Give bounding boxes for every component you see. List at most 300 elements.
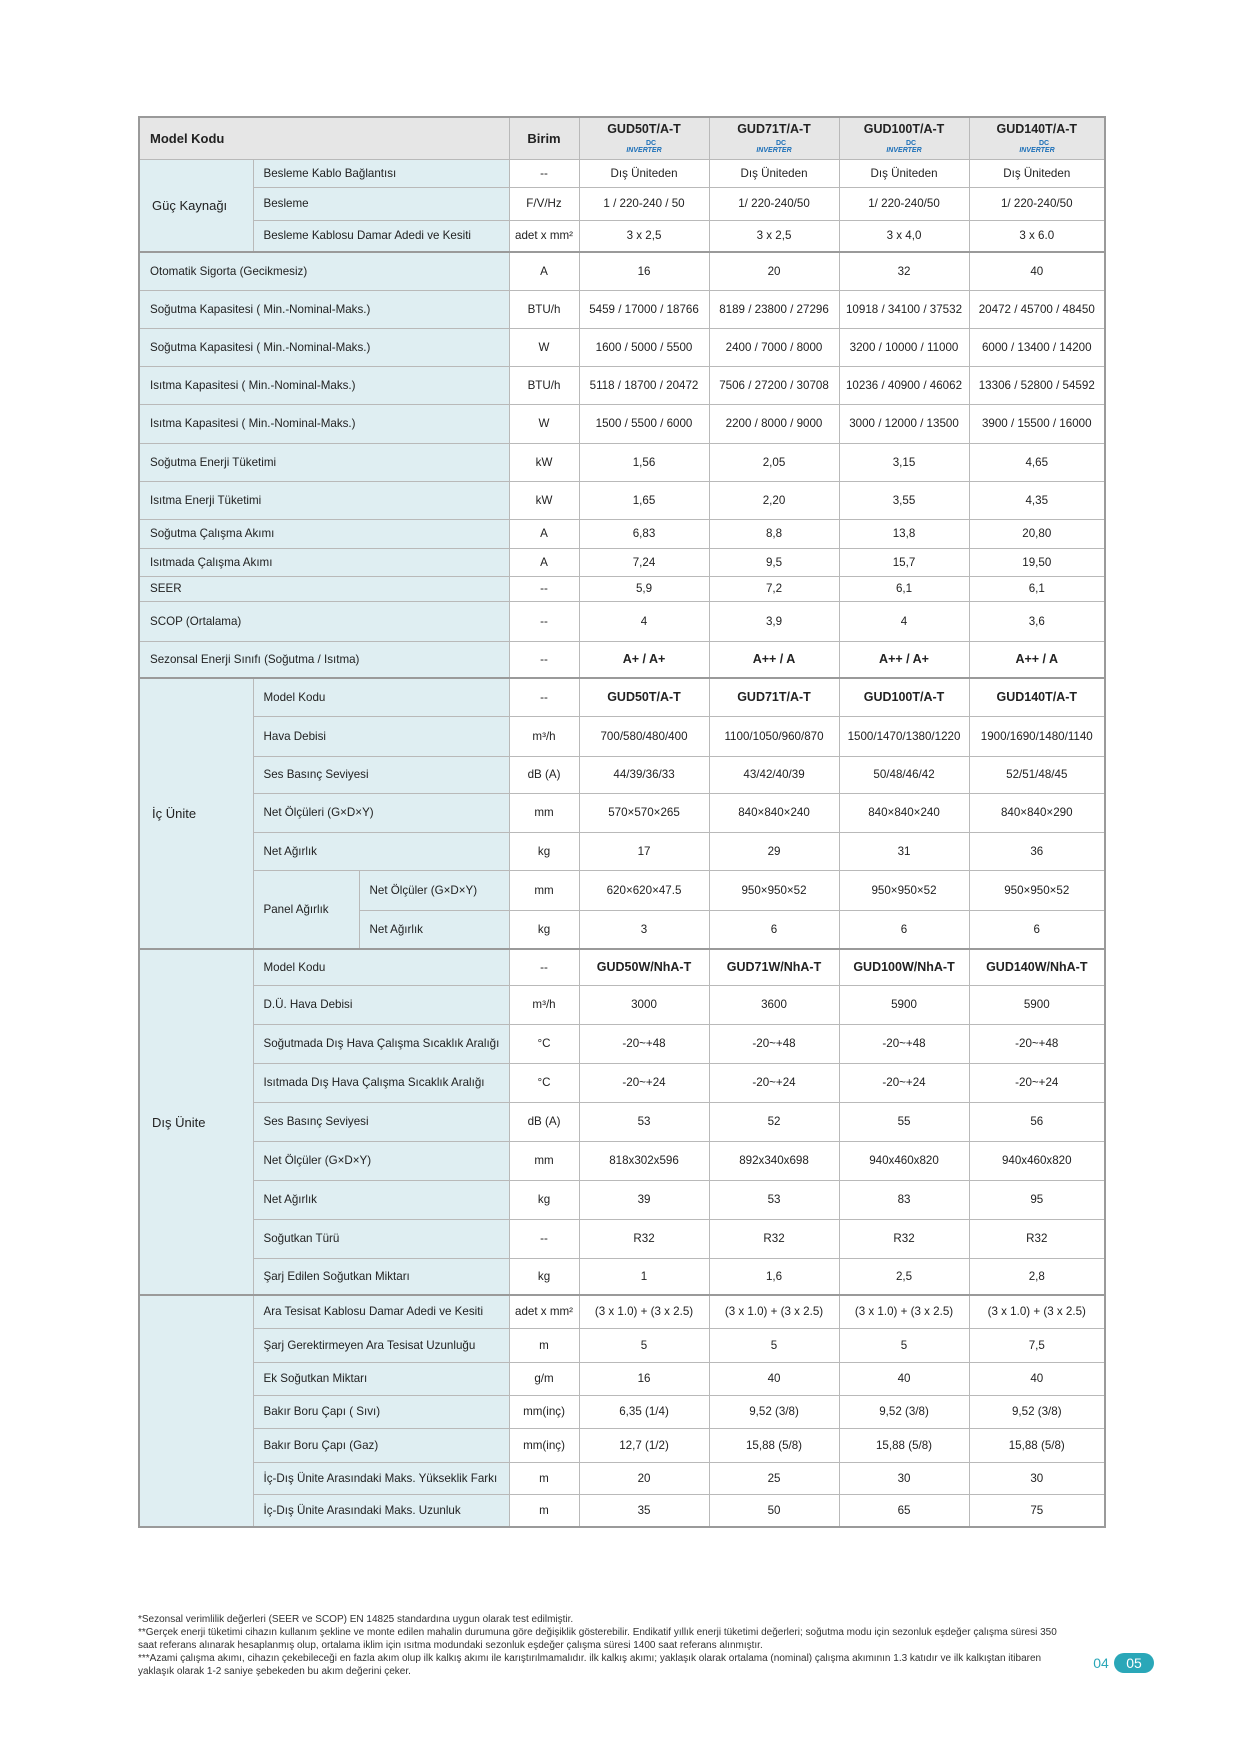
row-label: Net Ölçüler (G×D×Y)	[359, 870, 509, 910]
unit-cell: mm	[509, 1141, 579, 1180]
value-cell: Dış Üniteden	[579, 159, 709, 187]
value-cell: 16	[579, 252, 709, 290]
value-cell: 65	[839, 1494, 969, 1527]
row-label: Soğutma Enerji Tüketimi	[139, 443, 509, 481]
table-row	[139, 641, 1105, 678]
value-cell: 1,56	[579, 443, 709, 481]
unit-cell: m	[509, 1494, 579, 1527]
value-cell: 7,5	[969, 1328, 1105, 1362]
value-cell: 5459 / 17000 / 18766	[579, 290, 709, 328]
row-label: Bakır Boru Çapı (Gaz)	[253, 1428, 509, 1462]
value-cell: 1600 / 5000 / 5500	[579, 328, 709, 366]
value-cell: 2,8	[969, 1258, 1105, 1295]
value-cell: GUD50W/NhA-T	[579, 949, 709, 985]
unit-cell: F/V/Hz	[509, 187, 579, 220]
row-label: Net Ölçüler (G×D×Y)	[253, 1141, 509, 1180]
value-cell: 8,8	[709, 519, 839, 548]
table-row	[139, 1024, 1105, 1063]
value-cell: 40	[839, 1362, 969, 1395]
value-cell: GUD50T/A-T	[579, 678, 709, 716]
value-cell: GUD71W/NhA-T	[709, 949, 839, 985]
row-label: Isıtmada Çalışma Akımı	[139, 548, 509, 576]
value-cell: 1900/1690/1480/1140	[969, 716, 1105, 756]
value-cell: 3	[579, 910, 709, 949]
row-label: Hava Debisi	[253, 716, 509, 756]
unit-cell: --	[509, 678, 579, 716]
value-cell: 10918 / 34100 / 37532	[839, 290, 969, 328]
row-label: Soğutma Çalışma Akımı	[139, 519, 509, 548]
row-label: Bakır Boru Çapı ( Sıvı)	[253, 1395, 509, 1428]
spec-table	[138, 116, 1106, 1528]
row-label: Isıtma Enerji Tüketimi	[139, 481, 509, 519]
value-cell: (3 x 1.0) + (3 x 2.5)	[709, 1295, 839, 1328]
table-row	[139, 519, 1105, 548]
value-cell: 620×620×47.5	[579, 870, 709, 910]
dc-inverter-badge-icon	[1015, 138, 1059, 154]
value-cell: 2,5	[839, 1258, 969, 1295]
value-cell: Dış Üniteden	[709, 159, 839, 187]
value-cell: 892x340x698	[709, 1141, 839, 1180]
unit-cell: adet x mm²	[509, 220, 579, 252]
table-row	[139, 443, 1105, 481]
table-row	[139, 366, 1105, 404]
value-cell: 7,24	[579, 548, 709, 576]
value-cell: 10236 / 40900 / 46062	[839, 366, 969, 404]
value-cell: 25	[709, 1462, 839, 1494]
value-cell: 95	[969, 1180, 1105, 1219]
value-cell: 5118 / 18700 / 20472	[579, 366, 709, 404]
value-cell: -20~+24	[839, 1063, 969, 1102]
value-cell: 3 x 2,5	[709, 220, 839, 252]
unit-cell: kg	[509, 832, 579, 870]
value-cell: 840×840×240	[839, 793, 969, 832]
footnote: *Sezonsal verimlilik değerleri (SEER ve SCOP) EN 14825 standardına uygun olarak test edilmiştir.	[138, 1614, 574, 1625]
table-row	[139, 756, 1105, 793]
value-cell: 20	[579, 1462, 709, 1494]
model-name: GUD50T/A-T	[607, 122, 681, 137]
unit-cell: dB (A)	[509, 756, 579, 793]
table-row	[139, 1462, 1105, 1494]
value-cell: 7,2	[709, 576, 839, 601]
value-cell: 6000 / 13400 / 14200	[969, 328, 1105, 366]
page-numbers	[1088, 1653, 1154, 1673]
unit-cell: --	[509, 641, 579, 678]
table-row	[139, 832, 1105, 870]
value-cell: 950×950×52	[709, 870, 839, 910]
value-cell: 75	[969, 1494, 1105, 1527]
table-row	[139, 187, 1105, 220]
unit-cell: mm	[509, 793, 579, 832]
value-cell: GUD100W/NhA-T	[839, 949, 969, 985]
value-cell: 43/42/40/39	[709, 756, 839, 793]
value-cell: 30	[839, 1462, 969, 1494]
badge-dc-text: DC	[1038, 140, 1049, 148]
value-cell: 5900	[839, 985, 969, 1024]
value-cell: 30	[969, 1462, 1105, 1494]
unit-cell: A	[509, 252, 579, 290]
value-cell: 50	[709, 1494, 839, 1527]
model-header-cell	[839, 117, 969, 159]
group-label-power: Güç Kaynağı	[139, 159, 253, 252]
value-cell: 1,6	[709, 1258, 839, 1295]
row-label: Şarj Edilen Soğutkan Miktarı	[253, 1258, 509, 1295]
panel-weight-label: Panel Ağırlık	[253, 870, 359, 949]
value-cell: -20~+48	[839, 1024, 969, 1063]
value-cell: 1/ 220-240/50	[709, 187, 839, 220]
row-label: Ara Tesisat Kablosu Damar Adedi ve Kesiti	[253, 1295, 509, 1328]
value-cell: 950×950×52	[969, 870, 1105, 910]
value-cell: 9,52 (3/8)	[839, 1395, 969, 1428]
row-label: Model Kodu	[253, 949, 509, 985]
row-label: Ses Basınç Seviyesi	[253, 1102, 509, 1141]
value-cell: 2400 / 7000 / 8000	[709, 328, 839, 366]
row-label: Isıtma Kapasitesi ( Min.-Nominal-Maks.)	[139, 404, 509, 443]
unit-cell: kg	[509, 1258, 579, 1295]
row-label: Soğutkan Türü	[253, 1219, 509, 1258]
value-cell: 9,52 (3/8)	[969, 1395, 1105, 1428]
value-cell: 40	[969, 1362, 1105, 1395]
value-cell: 13306 / 52800 / 54592	[969, 366, 1105, 404]
table-row	[139, 1494, 1105, 1527]
table-row	[139, 548, 1105, 576]
badge-dc-text: DC	[906, 140, 917, 148]
badge-inverter-text: INVERTER	[756, 147, 792, 155]
value-cell: A++ / A	[709, 641, 839, 678]
page-number-right: 05	[1114, 1653, 1154, 1673]
table-row	[139, 290, 1105, 328]
value-cell: -20~+24	[709, 1063, 839, 1102]
table-row	[139, 793, 1105, 832]
value-cell: 3 x 6.0	[969, 220, 1105, 252]
value-cell: 20472 / 45700 / 48450	[969, 290, 1105, 328]
value-cell: 39	[579, 1180, 709, 1219]
value-cell: 840×840×240	[709, 793, 839, 832]
unit-cell: BTU/h	[509, 290, 579, 328]
value-cell: (3 x 1.0) + (3 x 2.5)	[969, 1295, 1105, 1328]
footnotes	[138, 1613, 1078, 1678]
value-cell: 3000 / 12000 / 13500	[839, 404, 969, 443]
table-row	[139, 985, 1105, 1024]
unit-header: Birim	[509, 117, 579, 159]
group-label-indoor: İç Ünite	[139, 678, 253, 949]
value-cell: 1	[579, 1258, 709, 1295]
row-label: Net Ölçüleri (G×D×Y)	[253, 793, 509, 832]
row-label: Isıtma Kapasitesi ( Min.-Nominal-Maks.)	[139, 366, 509, 404]
unit-cell: --	[509, 949, 579, 985]
table-row	[139, 1295, 1105, 1328]
unit-cell: m	[509, 1328, 579, 1362]
value-cell: (3 x 1.0) + (3 x 2.5)	[579, 1295, 709, 1328]
value-cell: A++ / A+	[839, 641, 969, 678]
value-cell: 19,50	[969, 548, 1105, 576]
value-cell: 13,8	[839, 519, 969, 548]
unit-cell: m³/h	[509, 985, 579, 1024]
row-label: Besleme	[253, 187, 509, 220]
unit-cell: A	[509, 548, 579, 576]
row-label: SEER	[139, 576, 509, 601]
table-row	[139, 949, 1105, 985]
value-cell: R32	[969, 1219, 1105, 1258]
value-cell: 940x460x820	[839, 1141, 969, 1180]
table-row	[139, 1141, 1105, 1180]
model-name: GUD100T/A-T	[863, 122, 945, 137]
row-label: D.Ü. Hava Debisi	[253, 985, 509, 1024]
dc-inverter-badge-icon	[752, 138, 796, 154]
value-cell: R32	[839, 1219, 969, 1258]
value-cell: 15,88 (5/8)	[969, 1428, 1105, 1462]
row-label: Besleme Kablosu Damar Adedi ve Kesiti	[253, 220, 509, 252]
value-cell: 3600	[709, 985, 839, 1024]
unit-cell: kg	[509, 1180, 579, 1219]
unit-cell: °C	[509, 1063, 579, 1102]
value-cell: 20,80	[969, 519, 1105, 548]
value-cell: 55	[839, 1102, 969, 1141]
model-name: GUD140T/A-T	[996, 122, 1078, 137]
value-cell: 44/39/36/33	[579, 756, 709, 793]
value-cell: 31	[839, 832, 969, 870]
badge-inverter-text: INVERTER	[886, 147, 922, 155]
value-cell: 3,55	[839, 481, 969, 519]
row-label: Soğutma Kapasitesi ( Min.-Nominal-Maks.)	[139, 328, 509, 366]
row-label: Net Ağırlık	[253, 1180, 509, 1219]
unit-cell: kW	[509, 481, 579, 519]
unit-cell: W	[509, 328, 579, 366]
value-cell: 818x302x596	[579, 1141, 709, 1180]
value-cell: 570×570×265	[579, 793, 709, 832]
value-cell: 3200 / 10000 / 11000	[839, 328, 969, 366]
unit-cell: m³/h	[509, 716, 579, 756]
row-label: İç-Dış Ünite Arasındaki Maks. Yükseklik Farkı	[253, 1462, 509, 1494]
unit-cell: W	[509, 404, 579, 443]
table-row	[139, 159, 1105, 187]
table-row	[139, 870, 1105, 910]
value-cell: 52/51/48/45	[969, 756, 1105, 793]
value-cell: 1,65	[579, 481, 709, 519]
row-label: Sezonsal Enerji Sınıfı (Soğutma / Isıtma)	[139, 641, 509, 678]
unit-cell: --	[509, 576, 579, 601]
value-cell: 2,20	[709, 481, 839, 519]
table-row	[139, 481, 1105, 519]
unit-cell: adet x mm²	[509, 1295, 579, 1328]
row-label: Otomatik Sigorta (Gecikmesiz)	[139, 252, 509, 290]
model-header-cell	[709, 117, 839, 159]
badge-inverter-text: INVERTER	[1019, 147, 1055, 155]
value-cell: 1500 / 5500 / 6000	[579, 404, 709, 443]
table-row	[139, 328, 1105, 366]
value-cell: 50/48/46/42	[839, 756, 969, 793]
table-row	[139, 1102, 1105, 1141]
row-label: Soğutma Kapasitesi ( Min.-Nominal-Maks.)	[139, 290, 509, 328]
badge-inverter-text: INVERTER	[626, 147, 662, 155]
page-number-left: 04	[1093, 1655, 1109, 1671]
unit-cell: kW	[509, 443, 579, 481]
dc-inverter-badge-icon	[882, 138, 926, 154]
row-label: Ek Soğutkan Miktarı	[253, 1362, 509, 1395]
value-cell: -20~+24	[579, 1063, 709, 1102]
value-cell: GUD140T/A-T	[969, 678, 1105, 716]
table-row	[139, 1395, 1105, 1428]
value-cell: -20~+48	[709, 1024, 839, 1063]
value-cell: 16	[579, 1362, 709, 1395]
value-cell: 29	[709, 832, 839, 870]
value-cell: A+ / A+	[579, 641, 709, 678]
unit-cell: dB (A)	[509, 1102, 579, 1141]
value-cell: 1/ 220-240/50	[839, 187, 969, 220]
value-cell: 6,83	[579, 519, 709, 548]
value-cell: 1500/1470/1380/1220	[839, 716, 969, 756]
value-cell: 40	[969, 252, 1105, 290]
value-cell: R32	[709, 1219, 839, 1258]
row-label: Besleme Kablo Bağlantısı	[253, 159, 509, 187]
group-label-installation	[139, 1295, 253, 1527]
group-label-outdoor: Dış Ünite	[139, 949, 253, 1295]
value-cell: 15,7	[839, 548, 969, 576]
table-row	[139, 1180, 1105, 1219]
row-label: Isıtmada Dış Hava Çalışma Sıcaklık Aralığı	[253, 1063, 509, 1102]
value-cell: -20~+48	[579, 1024, 709, 1063]
table-row	[139, 1328, 1105, 1362]
unit-cell: A	[509, 519, 579, 548]
row-label: Net Ağırlık	[253, 832, 509, 870]
value-cell: 1100/1050/960/870	[709, 716, 839, 756]
value-cell: A++ / A	[969, 641, 1105, 678]
value-cell: 3,15	[839, 443, 969, 481]
value-cell: 3000	[579, 985, 709, 1024]
model-code-header: Model Kodu	[139, 117, 509, 159]
value-cell: 6,35 (1/4)	[579, 1395, 709, 1428]
table-row	[139, 576, 1105, 601]
value-cell: 5	[709, 1328, 839, 1362]
value-cell: 56	[969, 1102, 1105, 1141]
value-cell: 2,05	[709, 443, 839, 481]
unit-cell: °C	[509, 1024, 579, 1063]
row-label: Model Kodu	[253, 678, 509, 716]
model-header-cell	[579, 117, 709, 159]
value-cell: (3 x 1.0) + (3 x 2.5)	[839, 1295, 969, 1328]
value-cell: 52	[709, 1102, 839, 1141]
table-row	[139, 1258, 1105, 1295]
value-cell: 32	[839, 252, 969, 290]
model-name: GUD71T/A-T	[737, 122, 811, 137]
row-label: Ses Basınç Seviyesi	[253, 756, 509, 793]
value-cell: 20	[709, 252, 839, 290]
value-cell: 7506 / 27200 / 30708	[709, 366, 839, 404]
value-cell: -20~+24	[969, 1063, 1105, 1102]
value-cell: 12,7 (1/2)	[579, 1428, 709, 1462]
value-cell: 53	[579, 1102, 709, 1141]
value-cell: R32	[579, 1219, 709, 1258]
value-cell: 40	[709, 1362, 839, 1395]
footnote: ***Azami çalışma akımı, cihazın çekebileceği en fazla akım olup ilk kalkış akımı ile karıştırılmamalıdır. ilk kalkış akımı; yaklaşık olarak ortalama (nominal) çalışma akımının 1.3 katıdır ve ilk kalkıştan itibaren yaklaşık olarak 1-2 saniye şebekeden bu akım değerini çeker.	[138, 1653, 1042, 1677]
value-cell: 6,1	[969, 576, 1105, 601]
value-cell: GUD100T/A-T	[839, 678, 969, 716]
value-cell: 5900	[969, 985, 1105, 1024]
value-cell: 8189 / 23800 / 27296	[709, 290, 839, 328]
value-cell: 6	[969, 910, 1105, 949]
value-cell: 17	[579, 832, 709, 870]
table-row	[139, 1362, 1105, 1395]
table-row	[139, 716, 1105, 756]
unit-cell: mm(inç)	[509, 1428, 579, 1462]
value-cell: 3,6	[969, 601, 1105, 641]
unit-cell: m	[509, 1462, 579, 1494]
unit-cell: --	[509, 159, 579, 187]
value-cell: 15,88 (5/8)	[709, 1428, 839, 1462]
row-label: Soğutmada Dış Hava Çalışma Sıcaklık Aralığı	[253, 1024, 509, 1063]
value-cell: 6	[709, 910, 839, 949]
value-cell: 83	[839, 1180, 969, 1219]
model-header-cell	[969, 117, 1105, 159]
value-cell: 1/ 220-240/50	[969, 187, 1105, 220]
value-cell: 3900 / 15500 / 16000	[969, 404, 1105, 443]
value-cell: -20~+48	[969, 1024, 1105, 1063]
value-cell: 940x460x820	[969, 1141, 1105, 1180]
unit-cell: --	[509, 1219, 579, 1258]
row-label: SCOP (Ortalama)	[139, 601, 509, 641]
unit-cell: mm	[509, 870, 579, 910]
unit-cell: kg	[509, 910, 579, 949]
value-cell: 15,88 (5/8)	[839, 1428, 969, 1462]
value-cell: 5	[839, 1328, 969, 1362]
value-cell: 4	[839, 601, 969, 641]
value-cell: 5	[579, 1328, 709, 1362]
value-cell: 840×840×290	[969, 793, 1105, 832]
value-cell: 2200 / 8000 / 9000	[709, 404, 839, 443]
value-cell: 9,5	[709, 548, 839, 576]
value-cell: 5,9	[579, 576, 709, 601]
value-cell: 6,1	[839, 576, 969, 601]
table-row	[139, 220, 1105, 252]
value-cell: 950×950×52	[839, 870, 969, 910]
value-cell: 1 / 220-240 / 50	[579, 187, 709, 220]
value-cell: GUD140W/NhA-T	[969, 949, 1105, 985]
value-cell: 6	[839, 910, 969, 949]
badge-dc-text: DC	[646, 140, 657, 148]
value-cell: 35	[579, 1494, 709, 1527]
table-row	[139, 1428, 1105, 1462]
value-cell: Dış Üniteden	[839, 159, 969, 187]
dc-inverter-badge-icon	[622, 138, 666, 154]
value-cell: 4,35	[969, 481, 1105, 519]
unit-cell: --	[509, 601, 579, 641]
value-cell: 3,9	[709, 601, 839, 641]
table-row	[139, 678, 1105, 716]
value-cell: 700/580/480/400	[579, 716, 709, 756]
unit-cell: BTU/h	[509, 366, 579, 404]
unit-cell: mm(inç)	[509, 1395, 579, 1428]
table-row	[139, 117, 1105, 159]
row-label: Şarj Gerektirmeyen Ara Tesisat Uzunluğu	[253, 1328, 509, 1362]
value-cell: 4	[579, 601, 709, 641]
value-cell: 53	[709, 1180, 839, 1219]
value-cell: Dış Üniteden	[969, 159, 1105, 187]
value-cell: 3 x 2,5	[579, 220, 709, 252]
table-row	[139, 404, 1105, 443]
table-row	[139, 252, 1105, 290]
table-row	[139, 601, 1105, 641]
unit-cell: g/m	[509, 1362, 579, 1395]
badge-dc-text: DC	[776, 140, 787, 148]
value-cell: GUD71T/A-T	[709, 678, 839, 716]
value-cell: 36	[969, 832, 1105, 870]
row-label: İç-Dış Ünite Arasındaki Maks. Uzunluk	[253, 1494, 509, 1527]
footnote: **Gerçek enerji tüketimi cihazın kullanım şekline ve monte edilen mahalin durumuna göre değişiklik gösterebilir. Endikatif yıllık enerji tüketimi değerleri; soğutma modu için sezonluk eşdeğer çalışma süresi 350 saat referans alınarak hesaplanmış olup, ortalama iklim için ısıtma modundaki sezonluk eşdeğer çalışma süresi 1400 saat referans alınmıştır.	[138, 1627, 1057, 1651]
value-cell: 4,65	[969, 443, 1105, 481]
table-row	[139, 1219, 1105, 1258]
value-cell: 9,52 (3/8)	[709, 1395, 839, 1428]
row-label: Net Ağırlık	[359, 910, 509, 949]
value-cell: 3 x 4,0	[839, 220, 969, 252]
